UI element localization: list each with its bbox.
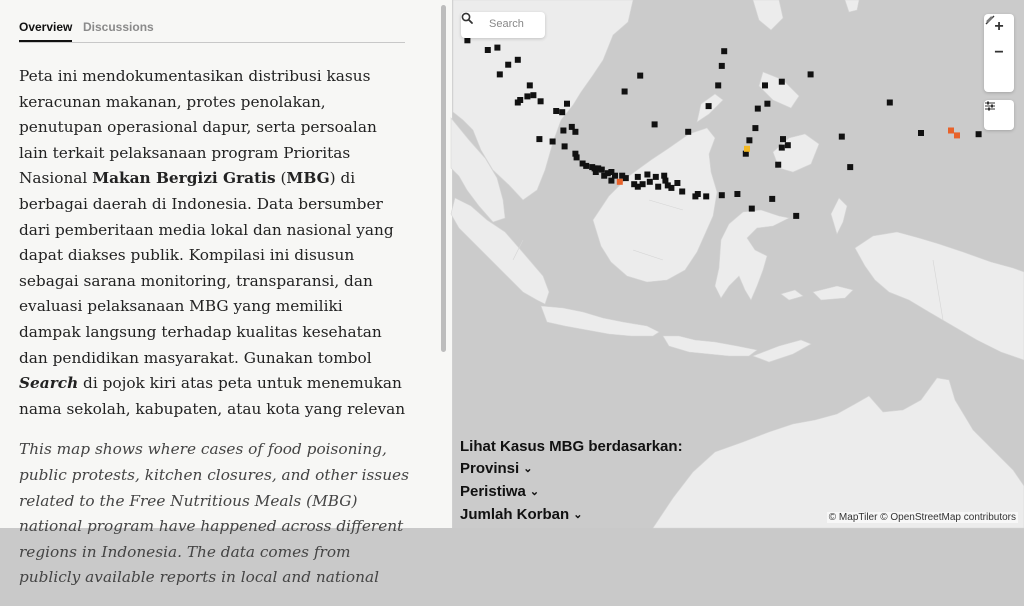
- legend-provinsi-dropdown[interactable]: [460, 458, 683, 481]
- case-marker[interactable]: [785, 142, 791, 148]
- case-marker[interactable]: [494, 45, 500, 51]
- legend-jumlah-korban-label: Jumlah Korban: [460, 506, 570, 523]
- legend-title: Lihat Kasus MBG berdasarkan:: [460, 438, 683, 455]
- sliders-icon: [984, 100, 996, 112]
- case-marker[interactable]: [637, 73, 643, 79]
- case-marker[interactable]: [762, 82, 768, 88]
- case-marker[interactable]: [706, 103, 712, 109]
- case-marker[interactable]: [661, 173, 667, 179]
- chevron-down-icon: ⌄: [529, 486, 540, 498]
- case-marker[interactable]: [744, 146, 750, 152]
- case-marker[interactable]: [623, 175, 629, 181]
- case-marker[interactable]: [775, 162, 781, 168]
- description-english: This map shows where cases of food poisoning, public protests, kitchen closures, and other issues related to the Free Nutritious Meals (MBG) national program have happened across different regions in Indonesia. The data comes from publicly available reports in local and national: [19, 440, 409, 587]
- compass-button[interactable]: [984, 66, 1014, 92]
- case-marker[interactable]: [647, 179, 653, 185]
- zoom-in-button[interactable]: +: [994, 18, 1004, 35]
- legend-panel: [460, 436, 683, 527]
- case-marker[interactable]: [530, 92, 536, 98]
- zoom-controls: [984, 14, 1014, 92]
- case-marker[interactable]: [715, 82, 721, 88]
- case-marker[interactable]: [749, 206, 755, 212]
- case-marker[interactable]: [536, 136, 542, 142]
- case-marker[interactable]: [839, 134, 845, 140]
- search-placeholder: Search: [489, 18, 524, 30]
- case-marker[interactable]: [485, 47, 491, 53]
- case-marker[interactable]: [755, 106, 761, 112]
- case-marker[interactable]: [538, 98, 544, 104]
- description-content: [19, 64, 409, 606]
- case-marker[interactable]: [779, 79, 785, 85]
- filter-button[interactable]: [984, 100, 1014, 130]
- case-marker[interactable]: [517, 97, 523, 103]
- case-marker[interactable]: [583, 163, 589, 169]
- case-marker[interactable]: [752, 125, 758, 131]
- legend-peristiwa-label: Peristiwa: [460, 483, 526, 500]
- description-indonesian: Peta ini mendokumentasikan distribusi kasus keracunan makanan, protes penolakan, penutupan operasional dapur, serta persoalan lain terkait pelaksanaan program Prioritas Nasional Makan Bergizi Gratis (MBG) di berbagai daerah di Indonesia. Data bersumber dari pemberitaan media lokal dan nasional yang dapat diakses publik. Kompilasi ini disusun sebagai sarana monitoring, transparansi, dan evaluasi pelaksanaan MBG yang memiliki dampak langsung terhadap kualitas kesehatan dan pendidikan masyarakat. Gunakan tombol Search di pojok kiri atas peta untuk menemukan nama sekolah, kabupaten, atau kota yang relevan: [19, 67, 406, 418]
- chevron-down-icon: ⌄: [523, 463, 533, 475]
- case-marker[interactable]: [559, 109, 565, 115]
- case-marker[interactable]: [847, 164, 853, 170]
- search-icon: [461, 12, 473, 24]
- case-marker[interactable]: [644, 172, 650, 178]
- case-marker[interactable]: [524, 93, 530, 99]
- case-marker[interactable]: [746, 137, 752, 143]
- case-marker[interactable]: [887, 100, 893, 106]
- chevron-down-icon: ⌄: [573, 509, 583, 521]
- case-marker[interactable]: [653, 174, 659, 180]
- case-marker[interactable]: [527, 82, 533, 88]
- case-marker[interactable]: [808, 71, 814, 77]
- case-marker[interactable]: [674, 180, 680, 186]
- compass-icon: [984, 14, 996, 26]
- case-marker[interactable]: [464, 37, 470, 43]
- case-marker[interactable]: [779, 145, 785, 151]
- case-marker[interactable]: [617, 179, 623, 185]
- map-view[interactable]: [453, 0, 1024, 528]
- legend-peristiwa-dropdown[interactable]: [460, 481, 683, 504]
- sidebar-panel: [0, 0, 453, 587]
- case-marker[interactable]: [769, 196, 775, 202]
- case-marker[interactable]: [918, 130, 924, 136]
- case-marker[interactable]: [780, 136, 786, 142]
- case-marker[interactable]: [793, 213, 799, 219]
- case-marker[interactable]: [574, 154, 580, 160]
- legend-jumlah-korban-dropdown[interactable]: [460, 504, 683, 527]
- case-marker[interactable]: [719, 192, 725, 198]
- case-marker[interactable]: [655, 184, 661, 190]
- case-marker[interactable]: [564, 101, 570, 107]
- case-marker[interactable]: [640, 181, 646, 187]
- tab-discussions[interactable]: Discussions: [83, 20, 154, 34]
- case-marker[interactable]: [703, 193, 709, 199]
- legend-provinsi-label: Provinsi: [460, 460, 520, 477]
- case-marker[interactable]: [497, 71, 503, 77]
- case-marker[interactable]: [954, 132, 960, 138]
- tab-overview[interactable]: Overview: [19, 20, 72, 42]
- case-marker[interactable]: [685, 129, 691, 135]
- map-search-box[interactable]: [461, 12, 545, 38]
- case-marker[interactable]: [560, 128, 566, 134]
- case-marker[interactable]: [679, 189, 685, 195]
- case-marker[interactable]: [608, 178, 614, 184]
- case-marker[interactable]: [553, 108, 559, 114]
- case-marker[interactable]: [976, 131, 982, 137]
- case-marker[interactable]: [515, 57, 521, 63]
- case-marker[interactable]: [695, 191, 701, 197]
- case-marker[interactable]: [550, 139, 556, 145]
- sidebar-scrollbar[interactable]: [441, 5, 446, 352]
- case-marker[interactable]: [734, 191, 740, 197]
- tab-bar: [19, 20, 405, 43]
- filter-controls: [984, 100, 1014, 130]
- case-marker[interactable]: [948, 128, 954, 134]
- case-marker[interactable]: [668, 185, 674, 191]
- zoom-out-button[interactable]: −: [994, 44, 1004, 61]
- case-marker[interactable]: [505, 62, 511, 68]
- case-marker[interactable]: [599, 167, 605, 173]
- case-marker[interactable]: [562, 143, 568, 149]
- map-attribution[interactable]: © MapTiler © OpenStreetMap contributors: [828, 512, 1016, 523]
- case-marker[interactable]: [764, 101, 770, 107]
- case-marker[interactable]: [635, 174, 641, 180]
- case-marker[interactable]: [652, 121, 658, 127]
- case-marker[interactable]: [572, 129, 578, 135]
- case-marker[interactable]: [721, 48, 727, 54]
- case-marker[interactable]: [719, 63, 725, 69]
- case-marker[interactable]: [622, 89, 628, 95]
